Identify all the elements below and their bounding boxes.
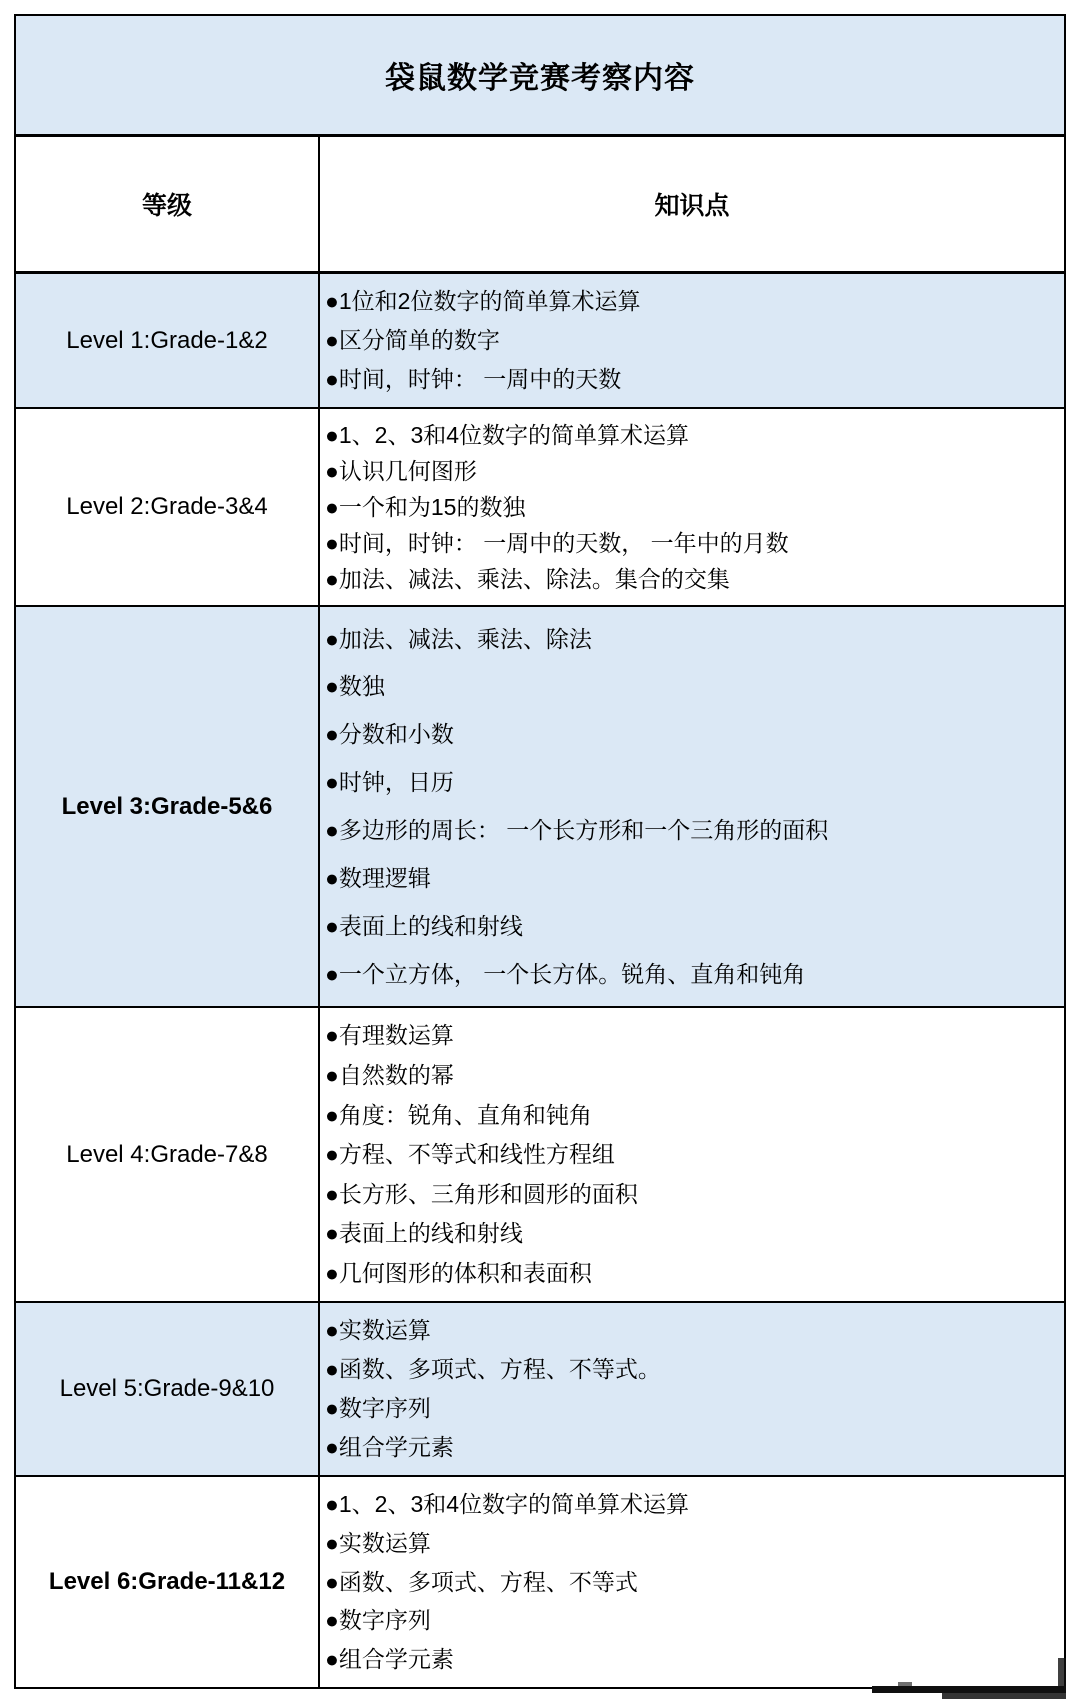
topic-item: ●时钟，日历 bbox=[325, 769, 454, 796]
table-body bbox=[16, 274, 1064, 1687]
table-row bbox=[16, 274, 1064, 407]
topic-item: ●角度：锐角、直角和钝角 bbox=[325, 1101, 592, 1128]
topics-cell bbox=[320, 607, 1064, 1006]
topic-item: ●表面上的线和射线 bbox=[325, 1220, 523, 1247]
content-table bbox=[14, 14, 1066, 1689]
level-label: Level 3:Grade-5&6 bbox=[61, 792, 273, 820]
topic-item: ●数理逻辑 bbox=[325, 864, 431, 891]
topic-item: ●实数运算 bbox=[325, 1317, 431, 1344]
topic-item: ●多边形的周长： 一个长方形和一个三角形的面积 bbox=[325, 817, 829, 844]
level-label: Level 1:Grade-1&2 bbox=[66, 326, 268, 354]
topics-cell bbox=[320, 1477, 1064, 1687]
watermark-artifact bbox=[942, 1693, 1066, 1699]
level-cell bbox=[16, 274, 320, 407]
table-row bbox=[16, 1006, 1064, 1301]
level-label: Level 2:Grade-3&4 bbox=[66, 493, 268, 520]
topic-item: ●1位和2位数字的简单算术运算 bbox=[325, 288, 641, 315]
level-cell bbox=[16, 1303, 320, 1475]
topic-item: ●数字序列 bbox=[325, 1395, 431, 1422]
topic-item: ●有理数运算 bbox=[325, 1022, 454, 1049]
topic-item: ●区分简单的数字 bbox=[325, 327, 500, 354]
topic-item: ●实数运算 bbox=[325, 1529, 431, 1556]
topic-item: ●几何图形的体积和表面积 bbox=[325, 1259, 592, 1286]
topic-item: ●分数和小数 bbox=[325, 721, 454, 748]
level-cell bbox=[16, 607, 320, 1006]
topic-item: ●加法、减法、乘法、除法 bbox=[325, 625, 592, 652]
topic-item: ●组合学元素 bbox=[325, 1646, 454, 1673]
table-row bbox=[16, 1301, 1064, 1475]
topic-item: ●1、2、3和4位数字的简单算术运算 bbox=[325, 421, 690, 448]
level-cell bbox=[16, 1477, 320, 1687]
topic-item: ●长方形、三角形和圆形的面积 bbox=[325, 1180, 638, 1207]
level-cell bbox=[16, 409, 320, 605]
column-header-level: 等级 bbox=[16, 137, 320, 271]
level-cell bbox=[16, 1008, 320, 1301]
topic-item: ●1、2、3和4位数字的简单算术运算 bbox=[325, 1491, 690, 1518]
topics-cell bbox=[320, 1303, 1064, 1475]
watermark-artifact bbox=[872, 1686, 1066, 1693]
table-title-row bbox=[16, 16, 1064, 137]
level-label: Level 4:Grade-7&8 bbox=[66, 1140, 268, 1168]
table-row bbox=[16, 1475, 1064, 1687]
topic-item: ●一个立方体， 一个长方体。锐角、直角和钝角 bbox=[325, 960, 806, 987]
column-header-topics: 知识点 bbox=[654, 192, 730, 220]
watermark-artifact bbox=[1058, 1658, 1066, 1688]
topic-item: ●一个和为15的数独 bbox=[325, 493, 526, 520]
topic-item: ●数字序列 bbox=[325, 1607, 431, 1634]
topic-item: ●表面上的线和射线 bbox=[325, 912, 523, 939]
page-title: 袋鼠数学竞赛考察内容 bbox=[385, 62, 695, 95]
topics-cell bbox=[320, 274, 1064, 407]
level-label: Level 6:Grade-11&12 bbox=[48, 1568, 286, 1595]
topic-item: ●方程、不等式和线性方程组 bbox=[325, 1141, 615, 1168]
table-row bbox=[16, 407, 1064, 605]
topic-item: ●函数、多项式、方程、不等式 bbox=[325, 1568, 638, 1595]
topic-item: ●认识几何图形 bbox=[325, 457, 477, 484]
table-row bbox=[16, 605, 1064, 1006]
topics-cell bbox=[320, 1008, 1064, 1301]
topic-item: ●数独 bbox=[325, 673, 385, 700]
topic-item: ●加法、减法、乘法、除法。集合的交集 bbox=[325, 565, 730, 592]
topics-cell bbox=[320, 409, 1064, 605]
topic-item: ●组合学元素 bbox=[325, 1434, 454, 1461]
level-label: Level 5:Grade-9&10 bbox=[59, 1375, 275, 1402]
watermark-artifact bbox=[898, 1682, 912, 1687]
topic-item: ●时间，时钟： 一周中的天数 bbox=[325, 366, 622, 393]
topic-item: ●函数、多项式、方程、不等式。 bbox=[325, 1356, 661, 1383]
topic-item: ●自然数的幂 bbox=[325, 1061, 454, 1088]
table-header-row bbox=[16, 137, 1064, 274]
topic-item: ●时间，时钟： 一周中的天数， 一年中的月数 bbox=[325, 529, 789, 556]
